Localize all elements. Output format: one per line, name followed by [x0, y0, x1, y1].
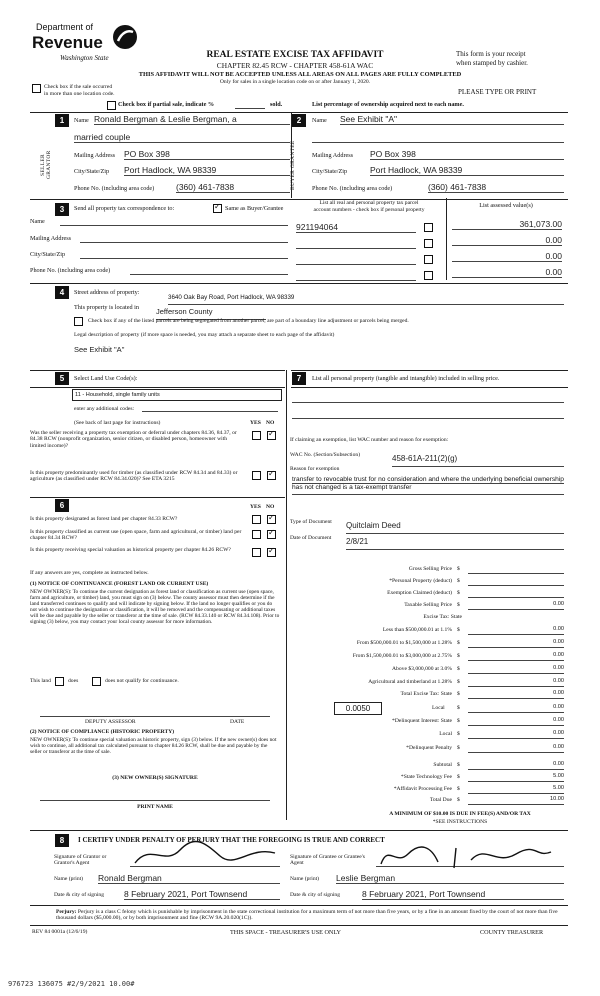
only-for-text: Only for sales in a single location code on or after January 1, 2020. — [219, 79, 371, 85]
fee-dollar-tech: $ — [457, 774, 460, 780]
s6-question-1: Is this property designated as forest land per chapter 84.33 RCW? — [30, 516, 178, 522]
fee-dollar-t5: $ — [457, 679, 460, 685]
fee-dollar-personal: $ — [457, 578, 460, 584]
multi-location-label-2: in more than one location code. — [44, 91, 115, 97]
logo-dept-text: Department of — [36, 22, 94, 32]
wac-value: 458-61A-211(2)(g) — [392, 454, 458, 463]
fee-dollar-delinq_state: $ — [457, 718, 460, 724]
s5-no-header: NO — [266, 420, 275, 426]
s6-question-3: Is this property receiving special valuation as historical property per chapter 84.26 RCW? — [30, 547, 231, 553]
buyer-phone-field[interactable]: (360) 461-7838 — [428, 182, 564, 193]
same-as-buyer-label: Same as Buyer/Grantee — [225, 205, 284, 212]
please-type-text: PLEASE TYPE OR PRINT — [458, 88, 537, 96]
seller-phone-field[interactable]: (360) 461-7838 — [176, 182, 290, 193]
grantor-date-field[interactable]: 8 February 2021, Port Townsend — [124, 889, 280, 900]
grantee-date-field[interactable]: 8 February 2021, Port Townsend — [362, 889, 564, 900]
fee-dollar-local: $ — [457, 705, 460, 711]
segregate-label: Check box if any of the listed parcels are being segregated from another parcel, are part of a boundary line adjustment or parcels being merged. — [88, 318, 409, 324]
fee-label-taxable: Taxable Selling Price — [404, 602, 452, 608]
corr-city-label: City/State/Zip — [30, 251, 66, 258]
fee-label-gross: Gross Selling Price — [408, 566, 452, 572]
fee-dollar-delinq_pen: $ — [457, 745, 460, 751]
corr-phone-field[interactable] — [130, 274, 288, 275]
fee-value-delinq_local[interactable]: 0.00 — [468, 730, 564, 739]
fee-value-t4[interactable]: 0.00 — [468, 665, 564, 674]
s5-q1-yes-checkbox[interactable] — [252, 431, 261, 440]
s5-q2-no-checkbox[interactable] — [267, 471, 276, 480]
fee-label-t1: Less than $500,000.01 at 1.1% — [382, 627, 452, 633]
fee-label-delinq_pen: *Delinquent Penalty — [406, 745, 452, 751]
fee-dollar-t3: $ — [457, 653, 460, 659]
section-2-number: 2 — [292, 114, 306, 127]
section-3-number: 3 — [55, 203, 69, 216]
form-revision: REV 84 0001a (12/6/19) — [32, 929, 88, 935]
fee-value-subtotal[interactable]: 0.00 — [468, 761, 564, 770]
minimum-fee-note: A MINIMUM OF $10.00 IS DUE IN FEE(S) AND/OR TAX — [389, 811, 531, 817]
parcel-number-4[interactable] — [296, 270, 416, 281]
fee-dollar-total_state: $ — [457, 691, 460, 697]
grantor-name-label: Name (print) — [54, 876, 84, 882]
corr-phone-label: Phone No. (including area code) — [30, 267, 111, 274]
new-owner-signature-label: (3) NEW OWNER(S) SIGNATURE — [112, 775, 198, 781]
fee-label-personal: *Personal Property (deduct) — [389, 578, 452, 584]
land-does-checkbox[interactable] — [55, 677, 64, 686]
personal-property-line-2[interactable] — [292, 418, 564, 419]
continuance-title: (1) NOTICE OF CONTINUANCE (FOREST LAND OR CURRENT USE) — [30, 581, 209, 587]
seller-grantor-label: SELLER GRANTOR — [40, 150, 52, 180]
s6-q3-yes-checkbox[interactable] — [252, 548, 261, 557]
land-use-title: Select Land Use Code(s): — [74, 375, 138, 382]
additional-codes-field[interactable] — [142, 411, 278, 412]
partial-sale-percent-field[interactable] — [235, 108, 265, 109]
deputy-date-label: DATE — [230, 719, 245, 725]
fee-value-delinq_pen[interactable]: 0.00 — [468, 744, 564, 753]
warning-text: THIS AFFIDAVIT WILL NOT BE ACCEPTED UNLESS ALL AREAS ON ALL PAGES ARE FULLY COMPLETED — [138, 71, 462, 78]
fee-value-personal[interactable] — [468, 577, 564, 586]
legal-description-value[interactable]: See Exhibit "A" — [74, 345, 125, 354]
personal-property-title: List all personal property (tangible and intangible) included in selling price. — [312, 375, 500, 382]
fee-dollar-total: $ — [457, 797, 460, 803]
buyer-address-label: Mailing Address — [312, 152, 354, 159]
buyer-name-label: Name — [312, 117, 327, 124]
fee-label-subtotal: Subtotal — [433, 762, 452, 768]
fee-label-t4: Above $3,000,000 at 3.0% — [392, 666, 452, 672]
grantee-date-label: Date & city of signing — [290, 892, 341, 898]
treasurer-stamp: 976723 136075 #2/9/2021 10.00# — [8, 980, 135, 988]
see-back-label: (See back of last page for instructions) — [74, 420, 161, 426]
does-label: does — [68, 678, 79, 684]
fee-dollar-gross: $ — [457, 566, 460, 572]
parcel-number-1[interactable]: 921194064 — [296, 222, 416, 233]
receipt-note-1: This form is your receipt — [456, 50, 526, 58]
corr-address-field[interactable] — [80, 242, 288, 243]
grantee-name-label: Name (print) — [290, 876, 320, 882]
fee-value-local[interactable]: 0.00 — [468, 704, 564, 713]
fee-label-t2: From $500,000.01 to $1,500,000 at 1.28% — [356, 640, 452, 646]
grantee-name-field[interactable]: Leslie Bergman — [336, 873, 564, 884]
revenue-logo — [32, 20, 142, 72]
fee-dollar-taxable: $ — [457, 602, 460, 608]
multi-location-checkbox[interactable] — [32, 84, 41, 93]
fee-value-exempt[interactable] — [468, 589, 564, 598]
wac-label: WAC No. (Section/Subsection) — [290, 452, 361, 458]
fee-label-delinq_local: Local — [439, 731, 452, 737]
reason-label: Reason for exemption — [290, 466, 340, 472]
partial-sale-checkbox[interactable] — [107, 101, 116, 110]
parcel-number-2[interactable] — [296, 238, 416, 249]
doc-type-label: Type of Document — [290, 519, 332, 525]
s5-q1-no-checkbox[interactable] — [267, 431, 276, 440]
fee-value-t1[interactable]: 0.00 — [468, 626, 564, 635]
deputy-assessor-line[interactable] — [40, 716, 270, 717]
parcel-col-header-b: account numbers - check box if personal property — [313, 207, 425, 213]
fee-value-total_state[interactable]: 0.00 — [468, 690, 564, 699]
s6-if-yes-text: If any answers are yes, complete as instructed below. — [30, 570, 149, 576]
fee-label-delinq_state: *Delinquent Interest: State — [392, 718, 452, 724]
fee-label-exempt: Exemption Claimed (deduct) — [387, 590, 452, 596]
fee-dollar-t2: $ — [457, 640, 460, 646]
section-8-rule — [30, 830, 568, 831]
treasurer-use-only: THIS SPACE - TREASURER'S USE ONLY — [230, 929, 342, 936]
seller-address-label: Mailing Address — [74, 152, 116, 159]
fee-value-gross[interactable] — [468, 565, 564, 574]
revenue-logo-mark — [112, 24, 138, 50]
buyer-name-field[interactable]: See Exhibit "A" — [340, 114, 564, 125]
seller-name-line-2[interactable]: married couple — [74, 132, 290, 143]
section-1-number: 1 — [55, 114, 69, 127]
parcel-personal-checkbox-4[interactable] — [424, 271, 433, 280]
form-subtitle: CHAPTER 82.45 RCW - CHAPTER 458-61A WAC — [216, 61, 374, 70]
historic-title: (2) NOTICE OF COMPLIANCE (HISTORIC PROPERTY) — [30, 729, 175, 735]
corr-name-label: Name — [30, 218, 45, 225]
fee-dollar-t4: $ — [457, 666, 460, 672]
doc-type-value: Quitclaim Deed — [346, 521, 401, 530]
section-4-number: 4 — [55, 286, 69, 299]
seller-name-line-1[interactable]: Ronald Bergman & Leslie Bergman, a — [94, 114, 290, 125]
seller-address-field[interactable]: PO Box 398 — [124, 149, 290, 160]
s5-yes-header: YES — [250, 420, 261, 426]
grantor-name-field[interactable]: Ronald Bergman — [98, 873, 280, 884]
grantee-signature-label: Signature of Grantee or Grantee's Agent — [290, 854, 365, 867]
street-address-label: Street address of property: — [74, 289, 140, 296]
assessed-value-4[interactable]: 0.00 — [452, 267, 562, 278]
partial-sale-label: Check box if partial sale, indicate % — [118, 101, 215, 108]
corr-name-field[interactable] — [60, 225, 288, 226]
doc-date-value: 2/8/21 — [346, 537, 369, 546]
form-title: REAL ESTATE EXCISE TAX AFFIDAVIT — [206, 50, 384, 60]
grantor-date-label: Date & city of signing — [54, 892, 105, 898]
personal-property-line-1[interactable] — [292, 402, 564, 403]
does-not-qualify-label: does not qualify for continuance. — [105, 678, 179, 684]
buyer-name-line-2[interactable] — [312, 142, 564, 143]
section-8-number: 8 — [55, 834, 69, 847]
section-4-rule — [30, 283, 568, 284]
receipt-note-2: when stamped by cashier. — [456, 59, 528, 67]
parcel-personal-checkbox-3[interactable] — [424, 255, 433, 264]
fee-value-t5[interactable]: 0.00 — [468, 678, 564, 687]
s6-question-2: Is this property classified as current use (open space, farm and agricultural, or timber) land per chapter 84.34 RCW? — [30, 529, 242, 542]
fee-dollar-affidavit: $ — [457, 786, 460, 792]
seller-city-field[interactable]: Port Hadlock, WA 98339 — [124, 165, 290, 176]
land-does-not-checkbox[interactable] — [92, 677, 101, 686]
perjury-text — [30, 909, 566, 922]
doc-date-label: Date of Document — [290, 535, 332, 541]
fee-dollar-exempt: $ — [457, 590, 460, 596]
certify-statement: I CERTIFY UNDER PENALTY OF PERJURY THAT THE FOREGOING IS TRUE AND CORRECT — [78, 836, 385, 844]
land-use-code-field[interactable]: 11 - Household, single family units — [72, 389, 282, 401]
same-as-buyer-checkbox[interactable] — [213, 204, 222, 213]
fee-value-delinq_state[interactable]: 0.00 — [468, 717, 564, 726]
logo-state-text: Washington State — [60, 54, 109, 62]
fee-label-state_hdr: Excise Tax: State — [423, 614, 462, 620]
wac-field[interactable] — [392, 448, 564, 467]
s6-yes-header: YES — [250, 504, 261, 510]
fee-value-t2[interactable]: 0.00 — [468, 639, 564, 648]
parcel-personal-checkbox-1[interactable] — [424, 223, 433, 232]
s5-q2-yes-checkbox[interactable] — [252, 471, 261, 480]
fee-value-taxable[interactable]: 0.00 — [468, 601, 564, 610]
logo-revenue-text: Revenue — [32, 33, 103, 52]
historic-body: NEW OWNER(S): To continue special valuation as historic property, sign (3) below. If the new owner(s) does not wish to continue, all additional tax calculated pursuant to chapter 84.26 RCW, shall be due and payable by the seller or transferor at the time of sale. — [30, 737, 277, 756]
parcel-personal-checkbox-2[interactable] — [424, 239, 433, 248]
sold-label: sold. — [270, 101, 283, 108]
located-in-label: This property is located in — [74, 304, 139, 311]
corr-address-label: Mailing Address — [30, 235, 72, 242]
section-5-number: 5 — [55, 372, 69, 385]
list-percentage-label: List percentage of ownership acquired next to each name. — [312, 101, 464, 108]
s6-q2-yes-checkbox[interactable] — [252, 530, 261, 539]
parcel-col-header-a: List all real and personal property tax parcel — [319, 200, 419, 206]
grantor-signature-label: Signature of Grantor or Grantor's Agent — [54, 854, 107, 867]
legal-description-label: Legal description of property (if more space is needed, you may attach a separate sheet to each page of the affidavit) — [74, 332, 335, 338]
perjury-box — [30, 905, 568, 926]
s5-question-2: Is this property predominantly used for timber (as classified under RCW 84.34 and 84.33) or agriculture (as classified under RCW 84.34.020)? See ETA 3215 — [30, 470, 238, 483]
fee-label-affidavit: *Affidavit Processing Fee — [393, 786, 452, 792]
seller-phone-label: Phone No. (including area code) — [74, 185, 155, 192]
doc-date-field[interactable] — [346, 531, 564, 550]
grantor-signature — [130, 838, 280, 868]
fee-value-t3[interactable]: 0.00 — [468, 652, 564, 661]
parcel-table-divider — [446, 198, 447, 280]
s6-no-header: NO — [266, 504, 275, 510]
parcel-number-3[interactable] — [296, 254, 416, 265]
buyer-address-field[interactable]: PO Box 398 — [370, 149, 564, 160]
perjury-body: Perjury is a class C felony which is punishable by imprisonment in the state correctional institution for a maximum term of not more than five years, or by a fine in an amount fixed by the court of not more than five thousand dollars ($5,000.00), or by both imprisonment and fine (RCW 9A.20.020(1C)). — [56, 909, 558, 922]
send-correspondence-label: Send all property tax correspondence to: — [74, 205, 175, 212]
county-treasurer: COUNTY TREASURER — [480, 929, 544, 936]
mid-column-divider — [286, 370, 287, 820]
reason-value[interactable]: transfer to revocable trust for no consideration and where the underlying beneficial ownership has not changed is a tax-exempt transfer — [292, 476, 564, 491]
s6-q2-no-checkbox[interactable] — [267, 530, 276, 539]
buyer-city-label: City/State/Zip — [312, 168, 348, 175]
exemption-question: If claiming an exemption, list WAC number and reason for exemption: — [290, 437, 449, 443]
additional-codes-label: enter any additional codes: — [74, 406, 135, 412]
fee-label-t3: From $1,500,000.01 to $3,000,000 at 2.75% — [352, 653, 452, 659]
deputy-assessor-label: DEPUTY ASSESSOR — [85, 719, 136, 725]
assessed-value-3[interactable]: 0.00 — [452, 251, 562, 262]
see-instructions-note: *SEE INSTRUCTIONS — [432, 819, 488, 825]
buyer-city-field[interactable]: Port Hadlock, WA 98339 — [370, 165, 564, 176]
section-6-rule — [30, 497, 285, 498]
print-name-label: PRINT NAME — [137, 804, 173, 810]
fee-dollar-t1: $ — [457, 627, 460, 633]
local-rate-field[interactable]: 0.0050 — [334, 702, 382, 715]
corr-city-field[interactable] — [80, 258, 288, 259]
county-value: Jefferson County — [156, 307, 213, 316]
s6-q1-yes-checkbox[interactable] — [252, 515, 261, 524]
perjury-label: Perjury: — [56, 909, 77, 915]
fee-label-total: Total Due — [429, 797, 452, 803]
assessed-value-2[interactable]: 0.00 — [452, 235, 562, 246]
segregate-checkbox[interactable] — [74, 317, 83, 326]
print-name-line[interactable] — [40, 800, 270, 801]
seller-name-label: Name — [74, 117, 89, 124]
fee-dollar-delinq_local: $ — [457, 731, 460, 737]
fee-value-affidavit[interactable]: 5.00 — [468, 785, 564, 794]
fee-label-t5: Agricultural and timberland at 1.28% — [368, 679, 452, 685]
fee-label-total_state: Total Excise Tax: State — [400, 691, 452, 697]
seller-city-label: City/State/Zip — [74, 168, 110, 175]
reason-line-2[interactable] — [292, 494, 564, 495]
fee-dollar-subtotal: $ — [457, 762, 460, 768]
assessed-value-1[interactable]: 361,073.00 — [452, 219, 562, 230]
fee-label-local: Local — [432, 705, 445, 711]
assessed-col-header: List assessed value(s) — [479, 202, 533, 209]
grantee-signature — [376, 840, 556, 870]
street-address-value: 3640 Oak Bay Road, Port Hadlock, WA 98339 — [168, 294, 295, 301]
buyer-phone-label: Phone No. (including area code) — [312, 185, 393, 192]
multi-location-label: Check box if the sale occurred — [44, 84, 113, 90]
this-land-label: This land — [30, 678, 51, 684]
buyer-grantee-label: BUYER GRANTEE — [290, 140, 296, 190]
s6-q1-no-checkbox[interactable] — [267, 515, 276, 524]
fee-value-tech[interactable]: 5.00 — [468, 773, 564, 782]
continuance-body: NEW OWNER(S): To continue the current designation as forest land or classification as current use (open space, farm and agriculture, or timber) land, you must sign on (3) below. The county assessor must then determine if the land transferred continues to qualify and will indicate by signing below. If the land no longer qualifies or you do not wish to continue the designation or classification, it will be removed and the compensating or additional taxes will be due and payable by the seller or transferor at the time of sale. (RCW 84.33.140 or RCW 84.34.108). Prior to signing (3) below, you may contact your local county assessor for more information. — [30, 589, 280, 626]
s6-q3-no-checkbox[interactable] — [267, 548, 276, 557]
section-7-number: 7 — [292, 372, 306, 385]
fee-value-total[interactable]: 10.00 — [468, 796, 564, 805]
fee-label-tech: *State Technology Fee — [400, 774, 452, 780]
section-6-number: 6 — [55, 499, 69, 512]
s5-question-1: Was the seller receiving a property tax exemption or deferral under chapters 84.36, 84.37, or 84.38 RCW (nonprofit organization, senior citizen, or disabled person, homeowner with limited income)? — [30, 430, 237, 449]
